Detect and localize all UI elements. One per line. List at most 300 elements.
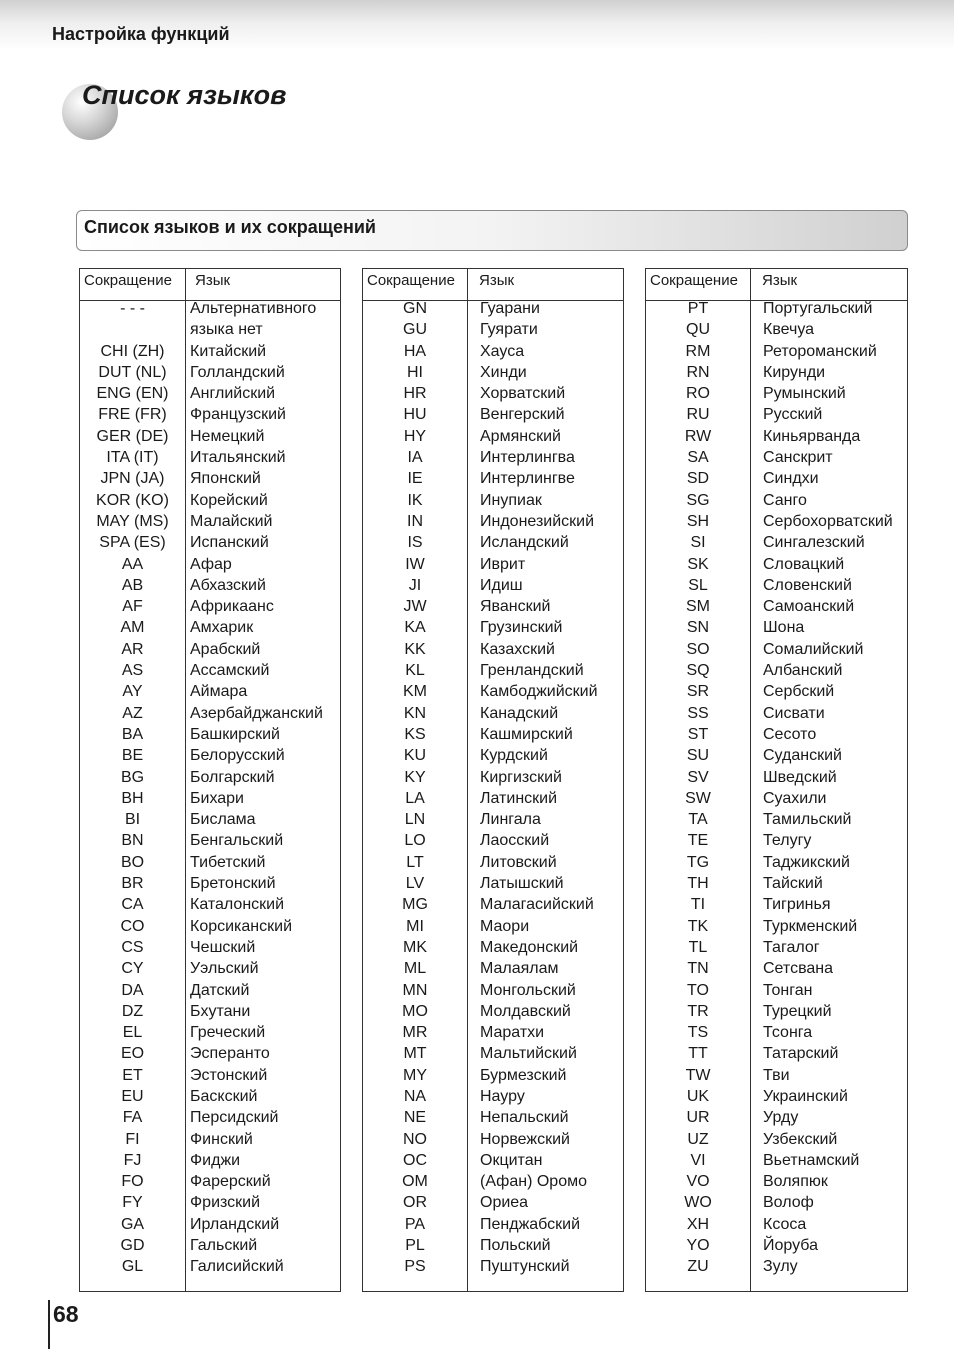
language-abbreviation: SA: [687, 449, 709, 467]
table-row: [80, 598, 340, 619]
language-name: Корейский: [190, 491, 268, 509]
language-abbreviation: TT: [688, 1045, 708, 1063]
language-name: Хинди: [480, 363, 527, 381]
language-abbreviation: JW: [403, 598, 427, 616]
table-row: [80, 1003, 340, 1024]
language-abbreviation: LT: [406, 853, 424, 871]
language-abbreviation: KY: [404, 768, 426, 786]
table-row: [80, 1237, 340, 1258]
language-abbreviation: KM: [403, 683, 427, 701]
table-row: [363, 577, 623, 598]
language-abbreviation: ET: [122, 1066, 143, 1084]
language-name: Сесото: [763, 725, 817, 743]
language-abbreviation: EL: [122, 1024, 143, 1042]
language-name: Тамильский: [763, 811, 852, 829]
language-name: Интерлингва: [480, 449, 575, 467]
language-abbreviation: JI: [408, 576, 422, 594]
language-name: Туркменский: [763, 917, 858, 935]
language-name: Сетсвана: [763, 960, 834, 978]
language-name: Сингалезский: [763, 534, 865, 552]
language-abbreviation: SO: [686, 640, 710, 658]
language-name: Абхазский: [190, 576, 266, 594]
column-header-abbreviation: Сокращение: [650, 272, 738, 289]
table-row: [80, 662, 340, 683]
table-row: [646, 705, 907, 726]
language-name: Ирландский: [190, 1215, 280, 1233]
language-abbreviation: BE: [121, 747, 144, 765]
language-abbreviation: GA: [120, 1215, 145, 1233]
language-abbreviation: KS: [404, 725, 426, 743]
table-row: [363, 1024, 623, 1045]
language-name: Арабский: [190, 640, 261, 658]
language-abbreviation: GL: [121, 1258, 144, 1276]
language-abbreviation: QU: [686, 321, 710, 339]
table-row: [80, 449, 340, 470]
table-rows: [80, 300, 340, 1280]
language-abbreviation: TH: [687, 875, 709, 893]
language-abbreviation: KL: [405, 662, 425, 680]
table-row: [80, 385, 340, 406]
table-row: [363, 385, 623, 406]
language-abbreviation: CS: [121, 938, 144, 956]
table-row: [80, 982, 340, 1003]
language-name: Ассамский: [190, 662, 270, 680]
language-abbreviation: TN: [687, 960, 709, 978]
language-abbreviation: EU: [121, 1087, 144, 1105]
table-row: [363, 896, 623, 917]
language-name: Гренландский: [480, 662, 584, 680]
language-name: Итальянский: [190, 449, 286, 467]
language-abbreviation: OR: [403, 1194, 427, 1212]
language-abbreviation: SW: [685, 789, 711, 807]
table-row: [646, 896, 907, 917]
table-row: [646, 982, 907, 1003]
language-name: Гуярати: [480, 321, 538, 339]
language-name: Санскрит: [763, 449, 833, 467]
language-abbreviation: GER (DE): [96, 427, 169, 445]
table-row: [646, 662, 907, 683]
column-header-abbreviation: Сокращение: [84, 272, 172, 289]
language-abbreviation: FY: [122, 1194, 143, 1212]
table-row: [363, 556, 623, 577]
table-row: [646, 470, 907, 491]
language-name: Французский: [190, 406, 286, 424]
language-abbreviation: JPN (JA): [100, 470, 165, 488]
language-abbreviation: XH: [686, 1215, 710, 1233]
table-row: [80, 1258, 340, 1279]
table-row: [646, 939, 907, 960]
table-row: [363, 960, 623, 981]
table-row: [80, 1131, 340, 1152]
language-abbreviation: SK: [687, 555, 709, 573]
table-row: [646, 769, 907, 790]
language-name: Латинский: [480, 789, 558, 807]
language-name: Киргизский: [480, 768, 562, 786]
language-name: Латышский: [480, 875, 564, 893]
language-name: Волоф: [763, 1194, 814, 1212]
table-row: [646, 854, 907, 875]
language-abbreviation: UR: [686, 1109, 710, 1127]
language-name: Армянский: [480, 427, 561, 445]
language-abbreviation: BN: [121, 832, 144, 850]
table-row: [646, 1152, 907, 1173]
language-name: Корсиканский: [190, 917, 293, 935]
column-header-language: Язык: [195, 272, 231, 289]
table-row: [363, 321, 623, 342]
language-name: Урду: [763, 1109, 799, 1127]
language-abbreviation: MO: [402, 1002, 428, 1020]
language-name: Хауса: [480, 342, 525, 360]
language-abbreviation: LV: [405, 875, 425, 893]
language-abbreviation: DZ: [121, 1002, 144, 1020]
table-row: [646, 1003, 907, 1024]
table-row: [363, 939, 623, 960]
language-name: Афар: [190, 555, 232, 573]
table-row: [80, 619, 340, 640]
table-row: [646, 449, 907, 470]
language-table-1: [79, 268, 341, 1292]
language-abbreviation: BH: [121, 789, 144, 807]
language-abbreviation: SN: [686, 619, 710, 637]
language-abbreviation: AA: [121, 555, 144, 573]
table-row: [80, 769, 340, 790]
language-name: Хорватский: [480, 385, 566, 403]
language-name: Азербайджанский: [190, 704, 323, 722]
table-row: [80, 960, 340, 981]
table-row: [80, 556, 340, 577]
page-number: 68: [53, 1301, 79, 1327]
language-abbreviation: AF: [122, 598, 143, 616]
language-abbreviation: PT: [687, 300, 709, 317]
language-name: Финский: [190, 1130, 253, 1148]
language-abbreviation: MI: [406, 917, 424, 935]
table-row: [363, 769, 623, 790]
table-row: [646, 619, 907, 640]
language-abbreviation: YO: [686, 1237, 710, 1255]
language-abbreviation: WO: [684, 1194, 712, 1212]
table-row: [646, 1173, 907, 1194]
language-name: Яванский: [480, 598, 551, 616]
table-row: [646, 364, 907, 385]
language-name: Киньярванда: [763, 427, 861, 445]
table-row: [646, 1216, 907, 1237]
language-name: Ретороманский: [763, 342, 877, 360]
table-row: [80, 1216, 340, 1237]
language-name: Кашмирский: [480, 725, 573, 743]
language-name: Баскский: [190, 1087, 258, 1105]
table-row: [363, 1258, 623, 1279]
language-name: Иврит: [480, 555, 526, 573]
language-name: Таджикский: [763, 853, 850, 871]
language-abbreviation: SD: [686, 470, 710, 488]
table-row: [363, 470, 623, 491]
language-abbreviation: BG: [120, 768, 145, 786]
language-abbreviation: SQ: [686, 662, 710, 680]
language-name: Датский: [190, 981, 250, 999]
language-name: Пуштунский: [480, 1258, 570, 1276]
table-row: [646, 1109, 907, 1130]
language-abbreviation: AZ: [122, 704, 143, 722]
language-abbreviation: TA: [688, 811, 708, 829]
language-name: Фризский: [190, 1194, 261, 1212]
language-name: Албанский: [763, 662, 843, 680]
table-row: [646, 1258, 907, 1279]
language-abbreviation: KU: [403, 747, 427, 765]
language-abbreviation: SI: [690, 534, 706, 552]
language-name: Русский: [763, 406, 823, 424]
language-abbreviation: MT: [403, 1045, 427, 1063]
table-row: [80, 1024, 340, 1045]
table-row: [80, 1088, 340, 1109]
language-name: Монгольский: [480, 981, 576, 999]
language-name: Чешский: [190, 938, 256, 956]
table-row: [646, 513, 907, 534]
table-row: [646, 832, 907, 853]
table-row: [363, 1152, 623, 1173]
table-row: [80, 470, 340, 491]
language-abbreviation: TG: [686, 853, 710, 871]
language-name: Мальтийский: [480, 1045, 577, 1063]
language-abbreviation: IN: [407, 512, 423, 530]
table-row: [80, 832, 340, 853]
language-abbreviation: HR: [403, 385, 427, 403]
language-abbreviation: ML: [403, 960, 427, 978]
language-name: Малагасийский: [480, 896, 594, 914]
language-abbreviation: HU: [403, 406, 427, 424]
table-row: [363, 683, 623, 704]
language-name: Тсонга: [763, 1024, 813, 1042]
language-name: Немецкий: [190, 427, 265, 445]
language-abbreviation: NA: [403, 1087, 427, 1105]
table-row: [80, 854, 340, 875]
table-row: [363, 513, 623, 534]
language-name: Лингала: [480, 811, 541, 829]
table-row: [80, 726, 340, 747]
language-abbreviation: VI: [690, 1151, 706, 1169]
language-name: Зулу: [763, 1258, 798, 1276]
language-name: Африкаанс: [190, 598, 274, 616]
language-abbreviation: KN: [403, 704, 427, 722]
language-name: Курдский: [480, 747, 548, 765]
language-name: Телугу: [763, 832, 812, 850]
language-name: Суданский: [763, 747, 842, 765]
language-table-2: [362, 268, 624, 1292]
language-name: Уэльский: [190, 960, 259, 978]
language-abbreviation: SH: [686, 512, 710, 530]
table-row: [646, 598, 907, 619]
table-row: [80, 790, 340, 811]
table-row: [646, 534, 907, 555]
language-name: Синдхи: [763, 470, 819, 488]
table-row: [80, 1152, 340, 1173]
language-name: Маори: [480, 917, 530, 935]
language-name: Норвежский: [480, 1130, 570, 1148]
language-abbreviation: MY: [403, 1066, 427, 1084]
language-name: Эсперанто: [190, 1045, 270, 1063]
language-abbreviation: RU: [686, 406, 710, 424]
language-abbreviation: HY: [403, 427, 427, 445]
language-abbreviation: PL: [405, 1237, 425, 1255]
table-row: [80, 492, 340, 513]
table-row: [80, 428, 340, 449]
table-row: [80, 747, 340, 768]
language-abbreviation: SR: [686, 683, 710, 701]
language-abbreviation: MK: [403, 938, 427, 956]
language-name: Болгарский: [190, 768, 275, 786]
table-row: [363, 641, 623, 662]
subheader-title: Список языков и их сокращений: [84, 217, 376, 237]
language-name: Шведский: [763, 768, 837, 786]
table-row: [363, 300, 623, 321]
table-row: [363, 1003, 623, 1024]
language-name: Бурмезский: [480, 1066, 567, 1084]
language-name: Румынский: [763, 385, 846, 403]
language-name: Аймара: [190, 683, 248, 701]
language-abbreviation: LN: [404, 811, 426, 829]
language-name: Тви: [763, 1066, 790, 1084]
language-abbreviation: AS: [121, 662, 144, 680]
table-row: [80, 406, 340, 427]
language-abbreviation: IE: [407, 470, 423, 488]
table-row: [646, 747, 907, 768]
language-name: Венгерский: [480, 406, 565, 424]
language-name: Башкирский: [190, 725, 280, 743]
language-name: Японский: [190, 470, 261, 488]
table-row: [80, 321, 340, 342]
table-row: [80, 343, 340, 364]
table-row: [646, 428, 907, 449]
language-abbreviation: ZU: [687, 1258, 709, 1276]
language-name: Татарский: [763, 1045, 839, 1063]
table-row: [363, 1131, 623, 1152]
table-row: [80, 875, 340, 896]
language-abbreviation: BR: [121, 875, 144, 893]
language-name: Фиджи: [190, 1151, 241, 1169]
language-abbreviation: TL: [688, 938, 708, 956]
table-row: [646, 321, 907, 342]
language-abbreviation: HI: [407, 363, 423, 381]
table-row: [646, 960, 907, 981]
table-row: [363, 982, 623, 1003]
language-name: Английский: [190, 385, 276, 403]
language-abbreviation: TR: [687, 1002, 709, 1020]
language-name: Сербохорватский: [763, 512, 893, 530]
table-row: [646, 1237, 907, 1258]
language-abbreviation: OM: [402, 1173, 428, 1191]
table-row: [363, 1173, 623, 1194]
table-row: [80, 1067, 340, 1088]
language-abbreviation: TE: [687, 832, 709, 850]
language-name: Бхутани: [190, 1002, 251, 1020]
language-abbreviation: TW: [685, 1066, 711, 1084]
language-name: Тибетский: [190, 853, 266, 871]
language-abbreviation: HA: [403, 342, 427, 360]
table-row: [80, 1173, 340, 1194]
table-row: [363, 747, 623, 768]
section-label: Настройка функций: [52, 24, 230, 44]
language-name: Инупиак: [480, 491, 542, 509]
language-name: Узбекский: [763, 1130, 838, 1148]
table-row: [80, 577, 340, 598]
language-abbreviation: GN: [403, 300, 427, 317]
column-header-abbreviation: Сокращение: [367, 272, 455, 289]
language-abbreviation: SL: [688, 576, 708, 594]
language-abbreviation: UZ: [687, 1130, 709, 1148]
table-row: [646, 726, 907, 747]
language-name: Индонезийский: [480, 512, 595, 530]
language-name: Кирунди: [763, 363, 826, 381]
language-name: Канадский: [480, 704, 559, 722]
language-abbreviation: TI: [690, 896, 706, 914]
table-row: [80, 300, 340, 321]
language-abbreviation: RW: [684, 427, 712, 445]
language-name: Сисвати: [763, 704, 825, 722]
language-abbreviation: AB: [121, 576, 144, 594]
language-abbreviation: TO: [687, 981, 709, 999]
language-name: Ксоса: [763, 1215, 807, 1233]
language-name: Персидский: [190, 1109, 279, 1127]
language-abbreviation: - - -: [120, 300, 145, 317]
language-name: Португальский: [763, 300, 873, 317]
table-row: [363, 406, 623, 427]
language-abbreviation: SM: [686, 598, 710, 616]
table-rows: [646, 300, 907, 1280]
language-abbreviation: NO: [403, 1130, 427, 1148]
table-row: [80, 918, 340, 939]
language-name: Идиш: [480, 576, 523, 594]
language-abbreviation: BI: [124, 811, 141, 829]
table-row: [80, 534, 340, 555]
language-abbreviation: BO: [120, 853, 145, 871]
table-row: [646, 556, 907, 577]
language-name: Тонган: [763, 981, 813, 999]
language-name: Тайский: [763, 875, 823, 893]
language-name: Словацкий: [763, 555, 845, 573]
subheader-bar: [76, 210, 908, 251]
language-abbreviation: GD: [120, 1237, 145, 1255]
language-name: Гуарани: [480, 300, 540, 317]
language-name: Сербский: [763, 683, 835, 701]
table-row: [363, 662, 623, 683]
language-abbreviation: UK: [686, 1087, 710, 1105]
table-row: [646, 641, 907, 662]
language-name: Галисийский: [190, 1258, 284, 1276]
language-abbreviation: RM: [685, 342, 711, 360]
table-row: [363, 726, 623, 747]
language-abbreviation: FRE (FR): [98, 406, 167, 424]
table-row: [80, 1109, 340, 1130]
table-row: [646, 790, 907, 811]
language-abbreviation: TK: [687, 917, 709, 935]
language-abbreviation: CHI (ZH): [100, 342, 165, 360]
language-name: Каталонский: [190, 896, 285, 914]
language-abbreviation: DA: [121, 981, 144, 999]
language-abbreviation: ITA (IT): [106, 449, 159, 467]
language-abbreviation: KK: [404, 640, 426, 658]
language-name: Испанский: [190, 534, 269, 552]
language-abbreviation: FI: [125, 1130, 140, 1148]
table-row: [363, 1237, 623, 1258]
table-row: [646, 1131, 907, 1152]
language-name: Воляпюк: [763, 1173, 828, 1191]
table-row: [363, 1216, 623, 1237]
language-name: Грузинский: [480, 619, 563, 637]
language-abbreviation: ST: [687, 725, 709, 743]
page-marker-line: [48, 1300, 50, 1349]
language-abbreviation: CO: [120, 917, 145, 935]
language-abbreviation: RO: [686, 385, 710, 403]
language-name: Науру: [480, 1087, 525, 1105]
